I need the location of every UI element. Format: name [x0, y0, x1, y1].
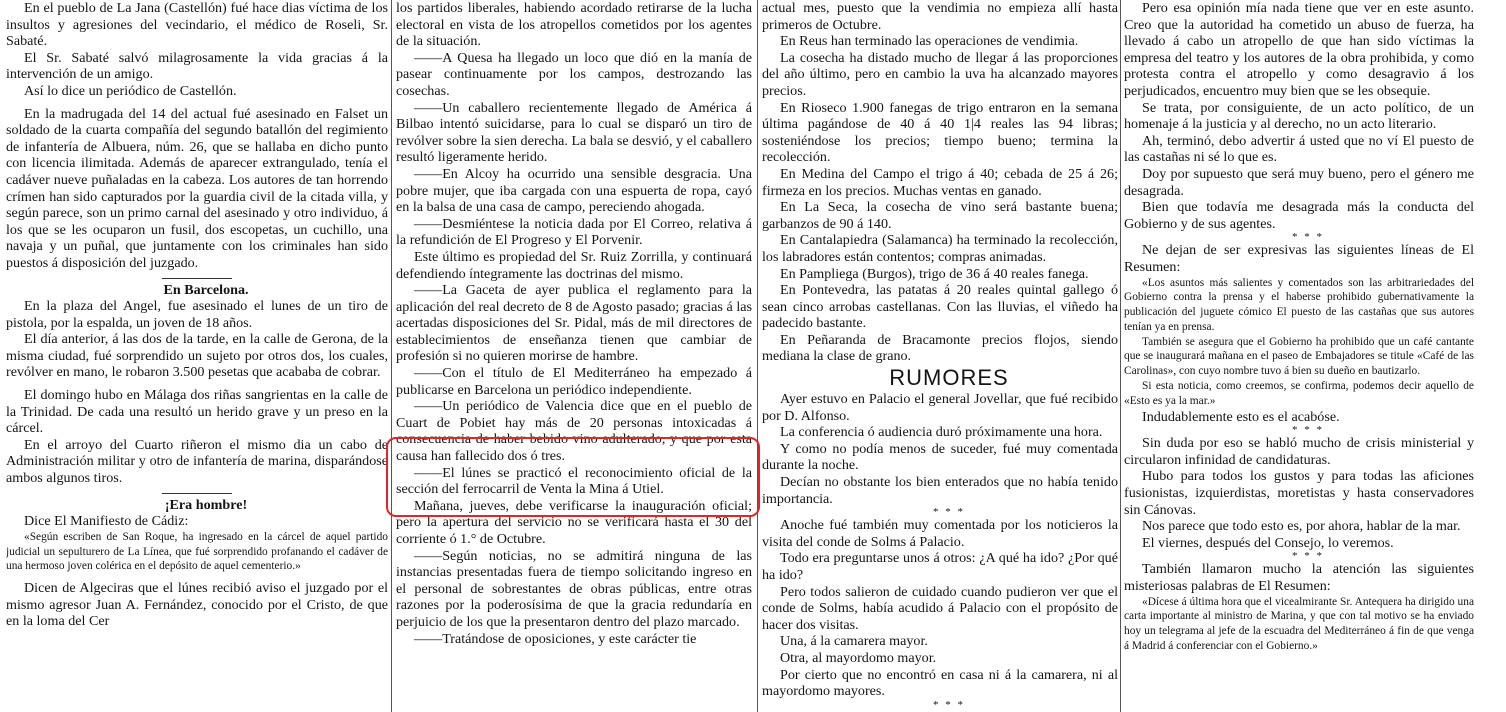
- article-paragraph: ——A Quesa ha llegado un loco que dió en la manía de pasear continuamente por los campos, destrozando las cosechas.: [396, 49, 752, 99]
- quoted-paragraph: También se asegura que el Gobierno ha prohibido que un café cantante que se inaugurará mañana en el paseo de Embajadores se titule «Café de las Carolinas», con cuyo nombre tuvo á bien su dueño en bautizarlo.: [1124, 335, 1474, 378]
- article-paragraph: La conferencia ó audiencia duró próximamente una hora.: [780, 424, 1103, 441]
- asterism-separator: * * *: [1292, 550, 1324, 563]
- article-paragraph: ——La Gaceta de ayer publica el reglamento para la aplicación del real decreto de 8 de Agosto pasado; gracias á las acertadas disposiciones del Sr. Pidal, más de mil directores de establecimientos de enseñanza tienen que cambiar de profesión si no quieren morirse de hambre.: [396, 282, 752, 365]
- article-paragraph: los partidos liberales, habiendo acordado retirarse de la lucha electoral en vista de los atropellos cometidos por los agentes de la situación.: [396, 0, 752, 50]
- article-paragraph: Anoche fué también muy comentada por los noticieros la visita del conde de Solms á Palacio.: [762, 517, 1118, 550]
- article-paragraph: ——Según noticias, no se admitirá ninguna de las instancias presentadas fuera de tiempo solicitando ingreso en el personal de sobrestantes de obras públicas, entre otras razones por la poderosísima de que la gracia redundaría en perjuicio de los que la presentaron dentro del plazo marcado.: [396, 547, 752, 630]
- article-paragraph: Hubo para todos los gustos y para todas las aficiones fusionistas, izquierdistas, moretistas y hasta conservadores sin Cánovas.: [1124, 468, 1474, 518]
- article-paragraph: Nos parece que todo esto es, por ahora, hablar de la mar.: [1142, 518, 1461, 535]
- article-paragraph: En Peñaranda de Bracamonte precios flojos, siendo mediana la clase de grano.: [762, 331, 1118, 365]
- asterism-separator: * * *: [1292, 231, 1324, 244]
- article-paragraph: El viernes, después del Consejo, lo veremos.: [1142, 534, 1394, 551]
- article-paragraph: En Medina del Campo el trigo á 40; cebada de 25 á 26; firmeza en los precios. Muchas ventas en ganado.: [762, 165, 1118, 199]
- article-paragraph: ——Desmiéntese la noticia dada por El Correo, relativa á la refundición de El Progreso y El Porvenir.: [396, 215, 752, 249]
- newspaper-column-4: [1124, 0, 1474, 712]
- article-paragraph: ——Con el título de El Mediterráneo ha empezado á publicarse en Barcelona un periódico independiente.: [396, 365, 752, 398]
- article-paragraph: Y como no podía menos de suceder, fué muy comentada durante la noche.: [762, 440, 1118, 474]
- highlighted-paragraph: ——Un periódico de Valencia dice que en el pueblo de Cuart de Pobiet hay más de 20 personas intoxicadas á consecuencia de haber bebido vino adulterado, y que por esta causa han fallecido dos ó tres.: [396, 398, 752, 465]
- article-paragraph: Pero esa opinión mía nada tiene que ver en este asunto. Creo que la autoridad ha cometido un abuso de fuerza, ha llevado á cabo un atropello de que han sido víctimas la empresa del teatro y los autores de la obra prohibida, y como protesta contra el atropello y como desagravio á los perjudicados, encuentro muy bien que se les obsequie.: [1124, 0, 1474, 99]
- article-paragraph: Doy por supuesto que será muy bueno, pero el género me desagrada.: [1124, 165, 1474, 199]
- column-rule: [391, 0, 392, 712]
- article-paragraph: En Cantalapiedra (Salamanca) ha terminado la recolección, los labradores están contentos; compras animadas.: [762, 232, 1118, 265]
- column-rule: [757, 0, 758, 712]
- article-paragraph: En Rioseco 1.900 fanegas de trigo entraron en la semana última pagándose de 40 á 40 1|4 reales las 94 libras; sosteniéndose los precios; tiempo bueno; termina la recolección.: [762, 99, 1118, 166]
- section-heading: En Barcelona.: [163, 281, 249, 298]
- section-heading-rumores: RUMORES: [889, 365, 1009, 391]
- article-paragraph: Mañana, jueves, debe verificarse la inauguración oficial; pero la apertura del servicio no se verificará hasta el 30 del corriente ó 1.° de Octubre.: [396, 497, 752, 547]
- article-paragraph: En La Seca, la cosecha de vino será bastante buena; garbanzos de 90 á 140.: [762, 199, 1118, 232]
- article-paragraph: ——El lúnes se practicó el reconocimiento oficial de la sección del ferrocarril de Venta la Mina á Utiel.: [396, 464, 752, 498]
- article-paragraph: Este último es propiedad del Sr. Ruiz Zorrilla, y continuará defendiendo íntegramente las doctrinas del mismo.: [396, 248, 752, 282]
- article-paragraph: En el pueblo de La Jana (Castellón) fué hace dias víctima de los insultos y agresiones del vecindario, el médico de Roseli, Sr. Sabaté.: [6, 0, 388, 50]
- article-paragraph: Dice El Manifiesto de Cádiz:: [24, 513, 189, 530]
- article-paragraph: En la plaza del Angel, fue asesinado el lunes de un tiro de pistola, por la espalda, un joven de 18 años.: [6, 298, 388, 331]
- article-paragraph: Ah, terminó, debo advertir á usted que no ví El puesto de las castañas ni sé lo que es.: [1124, 132, 1474, 166]
- article-paragraph: Pero todos salieron de cuidado cuando pudieron ver que el conde de Solms, había acudido á Palacio con el propósito de hacer dos visitas.: [762, 583, 1118, 633]
- article-paragraph: Se trata, por consiguiente, de un acto político, de un homenaje á la justicia y al derecho, no un acto literario.: [1124, 99, 1474, 133]
- article-paragraph: actual mes, puesto que la vendimia no empieza allí hasta primeros de Octubre.: [762, 0, 1118, 33]
- article-paragraph: ——Un caballero recientemente llegado de América á Bilbao intentó suicidarse, para lo cual se disparó un tiro de revólver sobre la sien derecha. La bala se desvió, y el caballero resultó ligeramente herido.: [396, 99, 752, 166]
- article-paragraph: ——Tratándose de oposiciones, y este carácter tie: [414, 630, 697, 647]
- quoted-paragraph: «Los asuntos más salientes y comentados son las arbitrariedades del Gobierno contra la prensa y el haberse prohibido gubernativamente la publicación del juguete cómico El puesto de las castañas que sus autores tenían ya en prensa.: [1124, 276, 1474, 333]
- newspaper-column-3: [762, 0, 1118, 712]
- newspaper-column-1: [6, 0, 388, 712]
- section-heading: ¡Era hombre!: [164, 496, 248, 513]
- quoted-paragraph: Si esta noticia, como creemos, se confirma, podemos decir aquello de «Esto es ya la mar.»: [1124, 380, 1474, 407]
- asterism-separator: * * *: [933, 698, 965, 711]
- article-paragraph: La cosecha ha distado mucho de llegar á las proporciones del año último, pero en cambio la uva ha alcanzado mayores precios.: [762, 49, 1118, 99]
- article-paragraph: También llamaron mucho la atención las siguientes misteriosas palabras de El Resumen:: [1124, 561, 1474, 595]
- article-paragraph: Decían no obstante los bien enterados que no había tenido importancia.: [762, 474, 1118, 507]
- article-paragraph: En Pontevedra, las patatas á 20 reales quintal gallego ó sean cinco arrobas castellanas. Con las lluvias, el viñedo ha padecido bastante.: [762, 282, 1118, 332]
- asterism-separator: * * *: [933, 506, 965, 519]
- article-paragraph: En el arroyo del Cuarto riñeron el mismo dia un cabo de Administración militar y otro de infantería de marina, disparándose ambos algunos tiros.: [6, 436, 388, 487]
- newspaper-column-2: [396, 0, 752, 712]
- article-paragraph: Dicen de Algeciras que el lúnes recibió aviso el juzgado por el mismo agresor Juan A. Fernández, conocido por el Cristo, de que en la loma del Cer: [6, 580, 388, 630]
- article-paragraph: ——En Alcoy ha ocurrido una sensible desgracia. Una pobre mujer, que iba cargada con una espuerta de ropa, cayó en la balsa de una casa de campo, pereciendo ahogada.: [396, 165, 752, 216]
- section-divider: [162, 278, 232, 279]
- article-paragraph: Todo era preguntarse unos á otros: ¿A qué ha ido? ¿Por qué ha ido?: [762, 550, 1118, 583]
- article-paragraph: Una, á la camarera mayor.: [780, 633, 928, 650]
- asterism-separator: * * *: [1292, 424, 1324, 437]
- highlight-box: [386, 437, 760, 517]
- quoted-paragraph: «Dícese á última hora que el vicealmirante Sr. Antequera ha dirigido una carta importante al ministro de Marina, y que con tal motivo se ha enviado hoy un telegrama al jefe de la escuadra del Mediterráneo á fin de que venga á Madrid á conferenciar con el Gobierno.»: [1124, 595, 1474, 652]
- quoted-paragraph: «Según escriben de San Roque, ha ingresado en la cárcel de aquel partido judicial un sepulturero de La Línea, que fué sorprendido profanando el cadáver de una hermoso joven colérica en el depósito de aquel cementerio.»: [6, 530, 388, 573]
- column-rule: [1120, 0, 1121, 712]
- section-divider: [162, 493, 232, 494]
- article-paragraph: El domingo hubo en Málaga dos riñas sangrientas en la calle de la Trinidad. De cada una resultó un herido grave y un preso en la cárcel.: [6, 387, 388, 437]
- article-paragraph: En Reus han terminado las operaciones de vendimia.: [780, 33, 1079, 50]
- article-paragraph: Así lo dice un periódico de Castellón.: [24, 82, 237, 99]
- article-paragraph: Sin duda por eso se habló mucho de crisis ministerial y circularon infinidad de candidaturas.: [1124, 435, 1474, 468]
- article-paragraph: Bien que todavía me desagrada más la conducta del Gobierno y de sus agentes.: [1124, 199, 1474, 232]
- article-paragraph: Ayer estuvo en Palacio el general Jovellar, que fué recibido por D. Alfonso.: [762, 391, 1118, 424]
- article-paragraph: Indudablemente esto es el acabóse.: [1142, 408, 1340, 425]
- article-paragraph: Ne dejan de ser expresivas las siguientes líneas de El Resumen:: [1124, 242, 1474, 275]
- article-paragraph: En la madrugada del 14 del actual fué asesinado en Falset un soldado de la cuarta compañía del segundo batallón del regimiento de infantería de Albuera, núm. 26, que se hallaba en dicho punto con licencia ilimitada. Además de aparecer extrangulado, tenía el cadáver nueve puñaladas en la cabeza. Los autores de tan horrendo crímen han sido capturados por la guardia civil de la citada villa, y según parece, son un primo carnal del asesinado y otro individuo, á los que se les ocuparon un fusil, dos escopetas, un cuchillo, una navaja y un puñal, que juntamente con los criminales han sido puestos á disposición del juzgado.: [6, 105, 388, 271]
- article-paragraph: Otra, al mayordomo mayor.: [780, 649, 937, 666]
- article-paragraph: El Sr. Sabaté salvó milagrosamente la vida gracias á la intervención de un amigo.: [6, 49, 388, 83]
- article-paragraph: En Pampliega (Burgos), trigo de 36 á 40 reales fanega.: [780, 265, 1089, 282]
- article-paragraph: Por cierto que no encontró en casa ni á la camarera, ni al mayordomo mayores.: [762, 666, 1118, 700]
- article-paragraph: El día anterior, á las dos de la tarde, en la calle de Gerona, de la misma ciudad, fué sorprendido un sujeto por otros dos, los cuales, revólver en mano, le robaron 3.500 pesetas que acababa de cobrar.: [6, 331, 388, 381]
